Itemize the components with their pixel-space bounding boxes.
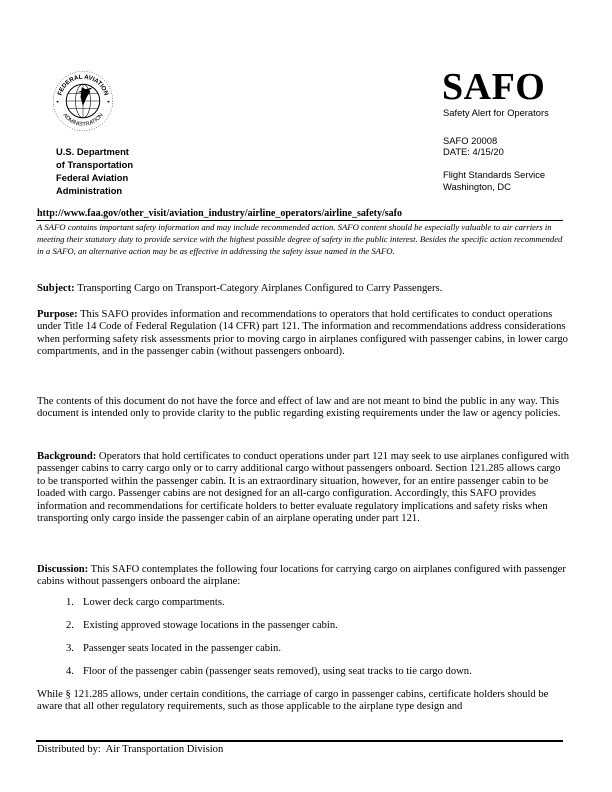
list-item-text: Floor of the passenger cabin (passenger seats removed), using seat tracks to tie cargo down. xyxy=(83,666,472,678)
subject-text: Transporting Cargo on Transport-Category Airplanes Configured to Carry Passengers. xyxy=(74,283,443,294)
discussion-text: This SAFO contemplates the following four locations for carrying cargo on airplanes configured with passenger cabins without passengers onboard the airplane: xyxy=(37,564,566,588)
discussion-paragraph xyxy=(37,564,569,589)
office-location: Washington, DC xyxy=(443,180,511,192)
document-type-subtitle: Safety Alert for Operators xyxy=(443,107,549,118)
purpose-label: Purpose: xyxy=(37,309,78,320)
department-line: Administration xyxy=(56,184,123,196)
svg-text:ADMINISTRATION: ADMINISTRATION xyxy=(61,112,105,128)
safo-disclaimer: A SAFO contains important safety information and may include recommended action. SAFO content should be especially valuable to air carriers in meeting their statutory duty to provide service with the highest possible degree of safety in the public interest. Besides the specific action recommended in a SAFO, an alternative action may be as effective in addressing the safety issue named in the SAFO. xyxy=(37,222,563,257)
purpose-text: This SAFO provides information and recommendations to operators that hold certificates to conduct operations under Title 14 Code of Federal Regulation (14 CFR) part 121. The information and recommendations address considerations when performing safety risk assessments prior to moving cargo in airplanes configured with passenger cabins, in lower cargo compartments, and in the passenger cabin (without passengers onboard). xyxy=(37,309,568,358)
list-item-number: 4. xyxy=(66,666,74,678)
discussion-label: Discussion: xyxy=(37,564,89,575)
safo-url-link[interactable]: http://www.faa.gov/other_visit/aviation_industry/airline_operators/airline_safety/safo xyxy=(37,208,402,219)
document-number: SAFO 20008 xyxy=(443,135,498,146)
list-item-number: 3. xyxy=(66,643,74,655)
subject-label: Subject: xyxy=(37,283,75,294)
list-item-text: Passenger seats located in the passenger cabin. xyxy=(83,643,281,655)
list-item-number: 1. xyxy=(66,597,74,608)
department-line: of Transportation xyxy=(56,158,134,170)
footer-divider xyxy=(36,740,563,742)
document-date: DATE: 4/15/20 xyxy=(443,145,504,157)
legal-notice-paragraph: The contents of this document do not have the force and effect of law and are not meant to bind the public in any way. This document is intended only to provide clarity to the public regarding existing requirements under the law or agency policies. xyxy=(37,396,561,420)
department-line: U.S. Department xyxy=(56,146,129,157)
document-type-title: SAFO xyxy=(442,66,546,108)
department-line: Federal Aviation xyxy=(56,172,129,184)
distribution-footer: Distributed by: Air Transportation Division xyxy=(37,744,224,755)
subject-paragraph xyxy=(37,283,569,295)
document-meta xyxy=(443,136,504,158)
regulatory-requirements-paragraph: While § 121.285 allows, under certain conditions, the carriage of cargo in passenger cabins, certificate holders should be aware that all other regulatory requirements, such as those applicable to the airplane type design and xyxy=(37,689,549,713)
background-paragraph xyxy=(37,451,569,525)
svg-text:FEDERAL AVIATION: FEDERAL AVIATION xyxy=(56,73,110,97)
list-item-text: Lower deck cargo compartments. xyxy=(83,597,225,608)
faa-seal-icon xyxy=(52,70,114,132)
list-item-number: 2. xyxy=(66,620,74,632)
background-text: Operators that hold certificates to conduct operations under part 121 may seek to use airplanes configured with passenger cabins to carry cargo only or to carry additional cargo without passengers onboard. Section 121.285 allows cargo to be transported within the passenger cabin. It is an extraordinary situation, however, for an entire passenger cabin to be loaded with cargo. Passenger cabins are not designed for an all-cargo configuration. Accordingly, this SAFO provides information and recommendations for certificate holders to better evaluate regulatory implications and safety risks when transporting only cargo inside the passenger cabin of an airplane operating under part 121. xyxy=(37,451,570,525)
purpose-paragraph xyxy=(37,309,569,359)
department-block xyxy=(56,146,133,197)
background-label: Background: xyxy=(37,451,97,462)
issuing-office xyxy=(443,169,545,192)
office-name: Flight Standards Service xyxy=(443,169,546,180)
list-item-text: Existing approved stowage locations in the passenger cabin. xyxy=(83,620,338,632)
